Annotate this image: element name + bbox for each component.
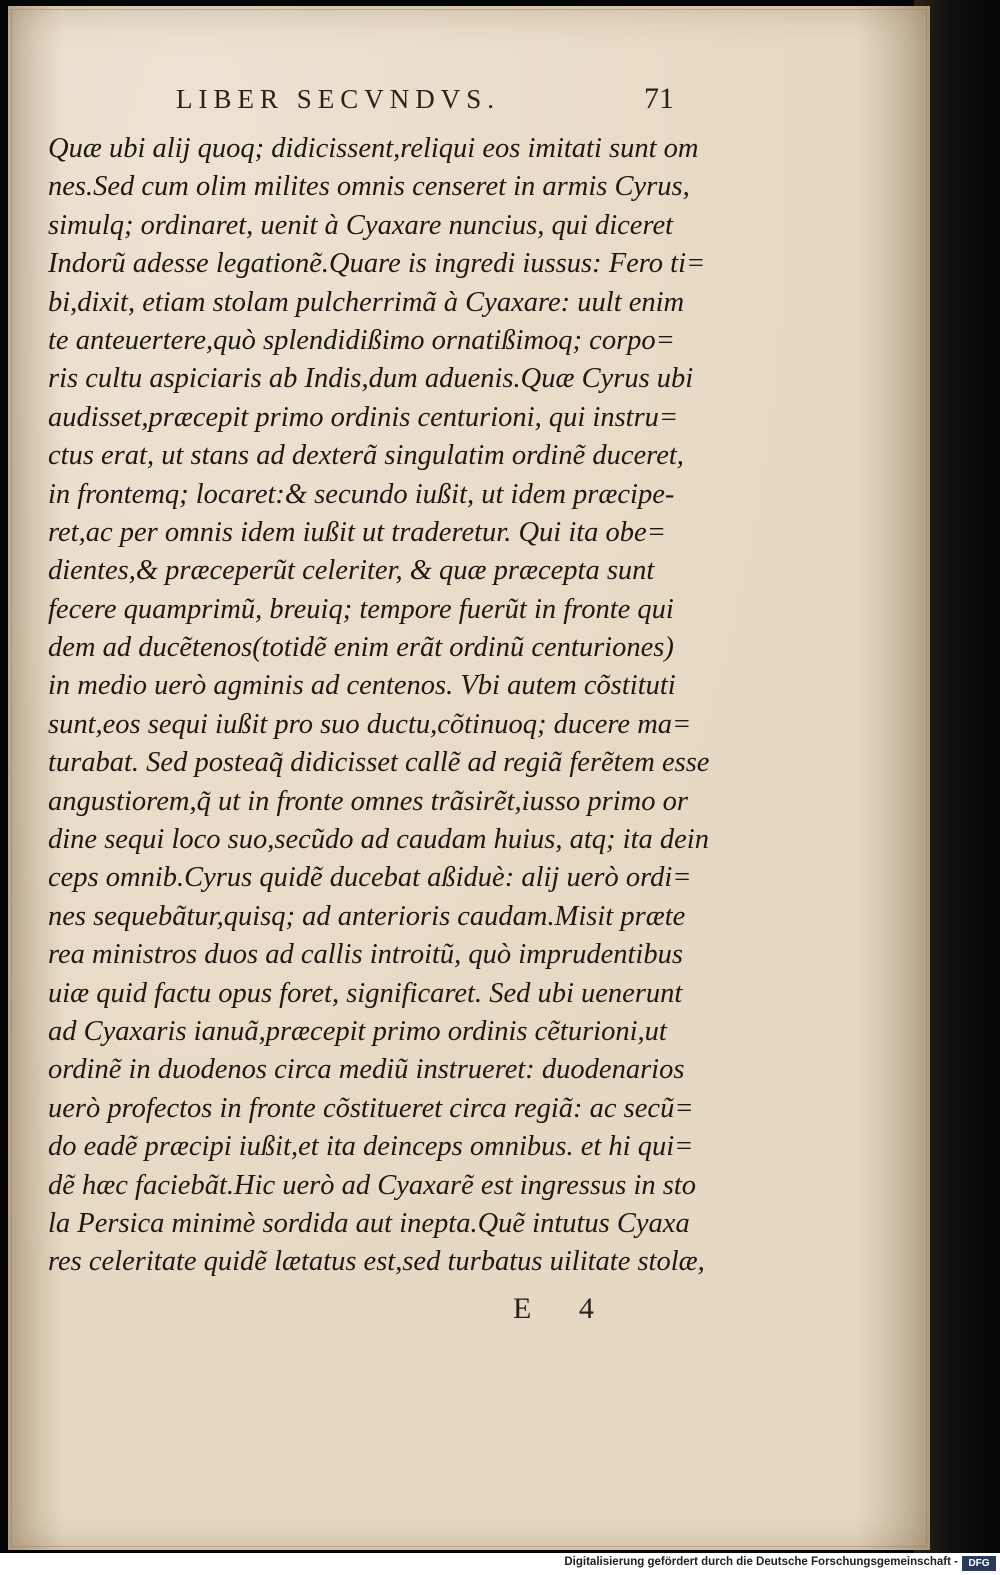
text-line: simulq; ordinaret, uenit à Cyaxare nuncius, qui diceret: [48, 209, 674, 241]
text-line: ctus erat, ut stans ad dexterã singulatim ordinẽ duceret,: [48, 440, 684, 472]
signature-mark: E 4: [513, 1292, 614, 1325]
text-line: ret,ac per omnis idem iußit ut traderetur. Qui ita obe=: [48, 516, 666, 548]
text-line: Quæ ubi alij quoq; didicissent,reliqui eos imitati sunt om: [48, 133, 699, 164]
text-line: dine sequi loco suo,secũdo ad caudam huius, atq; ita dein: [48, 824, 709, 856]
text-line: dẽ hæc faciebãt.Hic uerò ad Cyaxarẽ est ingressus in sto: [48, 1169, 697, 1201]
text-line: res celeritate quidẽ lætatus est,sed turbatus uilitate stolæ,: [48, 1246, 705, 1278]
text-line: te anteuertere,quò splendidißimo ornatißimoq; corpo=: [48, 324, 675, 356]
footer-bar: [0, 1553, 1000, 1575]
text-line: audisset,præcepit primo ordinis centurioni, qui instru=: [48, 401, 679, 433]
text-line: in medio uerò agminis ad centenos. Vbi autem cõstituti: [48, 670, 676, 702]
text-line: dem ad ducẽtenos(totidẽ enim erãt ordinũ centuriones): [48, 632, 674, 664]
text-line: bi,dixit, etiam stolam pulcherrimã à Cyaxare: uult enim: [48, 286, 685, 318]
text-line: angustiorem,q̃ ut in fronte omnes trãsirẽt,iusso primo or: [48, 785, 688, 817]
body-text: [48, 130, 728, 1282]
text-line: nes.Sed cum olim milites omnis censeret in armis Cyrus,: [48, 171, 690, 203]
running-head: LIBER SECVNDVS.: [176, 84, 501, 114]
dfg-logo: DFG: [962, 1556, 996, 1571]
funding-credit: Digitalisierung gefördert durch die Deutsche Forschungsgemeinschaft -: [564, 1556, 958, 1568]
text-line: ceps omnib.Cyrus quidẽ ducebat aßiduè: alij uerò ordi=: [48, 862, 692, 894]
text-line: uerò profectos in fronte cõstitueret circa regiã: ac secũ=: [48, 1092, 694, 1124]
text-line: ad Cyaxaris ianuã,præcepit primo ordinis cẽturioni,ut: [48, 1015, 667, 1047]
text-line: ordinẽ in duodenos circa mediũ instrueret: duodenarios: [48, 1054, 685, 1086]
text-line: dientes,& præceperũt celeriter, & quæ præcepta sunt: [48, 555, 655, 587]
text-line: rea ministros duos ad callis introitũ, quò imprudentibus: [48, 939, 683, 971]
text-line: ris cultu aspiciaris ab Indis,dum aduenis.Quæ Cyrus ubi: [48, 363, 694, 395]
text-line: la Persica minimè sordida aut inepta.Quẽ intutus Cyaxa: [48, 1207, 690, 1239]
text-line: nes sequebãtur,quisq; ad anterioris caudam.Misit præte: [48, 900, 686, 932]
text-line: turabat. Sed posteaq̃ didicisset callẽ ad regiã ferẽtem esse: [48, 747, 710, 779]
text-line: in frontemq; locaret:& secundo iußit, ut idem præcipe-: [48, 478, 675, 510]
text-line: uiæ quid factu opus foret, significaret. Sed ubi uenerunt: [48, 977, 683, 1009]
text-line: do eadẽ præcipi iußit,et ita deinceps omnibus. et hi qui=: [48, 1131, 694, 1163]
page-number: 71: [644, 82, 674, 115]
text-line: sunt,eos sequi iußit pro suo ductu,cõtinuoq; ducere ma=: [48, 708, 692, 740]
book-page: [8, 6, 930, 1550]
text-line: fecere quamprimũ, breuiq; tempore fuerũt in fronte qui: [48, 593, 674, 625]
text-line: Indorũ adesse legationẽ.Quare is ingredi iussus: Fero ti=: [48, 248, 706, 280]
